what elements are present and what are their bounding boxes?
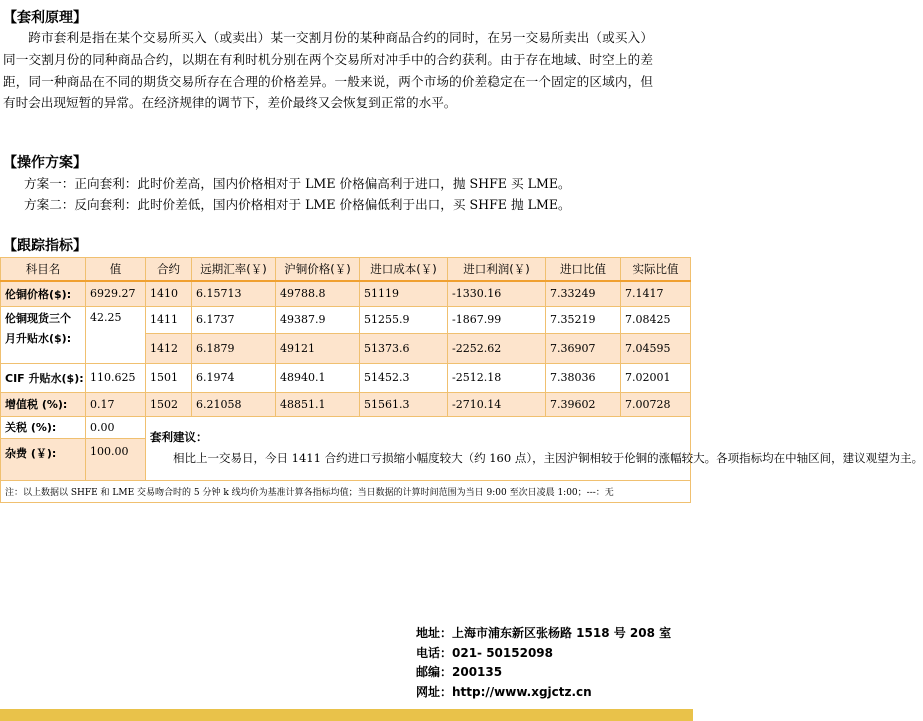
row-value: 6929.27: [86, 281, 146, 306]
header-import-ratio: 进口比值: [546, 258, 621, 282]
header-contract: 合约: [146, 258, 192, 282]
row-import-ratio: 7.39602: [546, 392, 621, 416]
section-title-arbitrage-principle: 【套利原理】: [3, 10, 87, 26]
arbitrage-advice: [146, 416, 923, 480]
advice-title: 套利建议：: [150, 430, 208, 444]
row-import-ratio: 7.36907: [546, 333, 621, 363]
row-contract: 1501: [146, 363, 192, 392]
contact-address: 地址：上海市浦东新区张杨路 1518 号 208 室: [416, 626, 672, 640]
row-contract: 1502: [146, 392, 192, 416]
contact-website[interactable]: 网址：http://www.xgjctz.cn: [416, 684, 592, 699]
header-actual-ratio: 实际比值: [621, 258, 691, 282]
arbitrage-principle-text: 跨市套利是指在某个交易所买入（或卖出）某一交割月份的某种商品合约的同时，在另一交易所卖出（或买入）同一交割月份的同种商品合约，以期在有利时机分别在两个交易所对冲手中的合约获利。由于存在地域、时空上的差距，同一种商品在不同的期货交易所存在合理的价格差异。一般来说，两个市场的价差稳定在一个固定的区域内，但有时会出现短暂的异常。在经济规律的调节下，差价最终又会恢复到正常的水平。: [3, 30, 653, 111]
tariff-label: 关税 (%):: [1, 416, 86, 438]
row-value: 0.17: [86, 392, 146, 416]
row-value: 110.625: [86, 363, 146, 392]
row-actual-ratio: 7.00728: [621, 392, 691, 416]
tracking-indicators-table: [0, 257, 923, 503]
plan-two-text: 方案二：反向套利：此时价差低，国内价格相对于 LME 价格偏低利于出口，买 SHFE 抛 LME。: [24, 197, 571, 212]
row-price: 49788.8: [276, 281, 360, 306]
row-import-ratio: 7.33249: [546, 281, 621, 306]
row-cost: 51119: [360, 281, 448, 306]
row-actual-ratio: 7.04595: [621, 333, 691, 363]
header-import-profit: 进口利润(￥): [448, 258, 546, 282]
row-rate: 6.1879: [192, 333, 276, 363]
row-profit: -2710.14: [448, 392, 546, 416]
row-price: 49121: [276, 333, 360, 363]
row-actual-ratio: 7.1417: [621, 281, 691, 306]
row-rate: 6.1974: [192, 363, 276, 392]
row-value: 42.25: [86, 306, 146, 363]
header-import-cost: 进口成本(￥): [360, 258, 448, 282]
row-rate: 6.1737: [192, 306, 276, 333]
row-price: 48940.1: [276, 363, 360, 392]
contact-info: [416, 624, 671, 702]
fees-value: 100.00: [86, 438, 146, 480]
plan-one-text: 方案一：正向套利：此时价差高，国内价格相对于 LME 价格偏高利于进口，抛 SHFE 买 LME。: [24, 176, 571, 191]
row-profit: -2512.18: [448, 363, 546, 392]
table-note: 注：以上数据以 SHFE 和 LME 交易吻合时的 5 分钟 k 线均价为基准计算各指标均值；当日数据的计算时间范围为当日 9:00 至次日凌晨 1:00；---：无: [1, 480, 691, 502]
row-rate: 6.15713: [192, 281, 276, 306]
advice-text: 相比上一交易日，今日 1411 合约进口亏损缩小幅度较大（约 160 点），主因沪铜相较于伦铜的涨幅较大。各项指标均在中轴区间，建议观望为主。: [173, 451, 923, 465]
row-label: 增值税 (%):: [1, 392, 86, 416]
row-profit: -1867.99: [448, 306, 546, 333]
row-actual-ratio: 7.08425: [621, 306, 691, 333]
row-contract: 1410: [146, 281, 192, 306]
contact-postcode: 邮编：200135: [416, 665, 503, 679]
table-row: [1, 416, 691, 438]
row-label: 伦铜价格($):: [1, 281, 86, 306]
header-value: 值: [86, 258, 146, 282]
row-actual-ratio: 7.02001: [621, 363, 691, 392]
header-shfe-price: 沪铜价格(￥): [276, 258, 360, 282]
header-subject: 科目名: [1, 258, 86, 282]
row-contract: 1411: [146, 306, 192, 333]
table-note-row: [1, 480, 691, 502]
row-label: CIF 升贴水($):: [1, 363, 86, 392]
section-title-tracking-indicators: 【跟踪指标】: [3, 238, 87, 254]
row-import-ratio: 7.35219: [546, 306, 621, 333]
footer-bar: [0, 709, 693, 721]
row-price: 49387.9: [276, 306, 360, 333]
row-cost: 51561.3: [360, 392, 448, 416]
table-header-row: [1, 258, 691, 282]
row-profit: -2252.62: [448, 333, 546, 363]
row-rate: 6.21058: [192, 392, 276, 416]
fees-label: 杂费 (￥):: [1, 438, 86, 480]
section-title-operation-plan: 【操作方案】: [3, 155, 87, 171]
row-contract: 1412: [146, 333, 192, 363]
row-cost: 51452.3: [360, 363, 448, 392]
row-import-ratio: 7.38036: [546, 363, 621, 392]
table-row: [1, 306, 691, 333]
table-row: [1, 363, 691, 392]
contact-phone: 电话：021- 50152098: [416, 645, 554, 660]
row-price: 48851.1: [276, 392, 360, 416]
row-label: 伦铜现货三个月升贴水($):: [1, 306, 86, 363]
table-row: [1, 281, 691, 306]
row-cost: 51255.9: [360, 306, 448, 333]
tariff-value: 0.00: [86, 416, 146, 438]
table-row: [1, 392, 691, 416]
row-profit: -1330.16: [448, 281, 546, 306]
header-forward-rate: 远期汇率(￥): [192, 258, 276, 282]
row-cost: 51373.6: [360, 333, 448, 363]
